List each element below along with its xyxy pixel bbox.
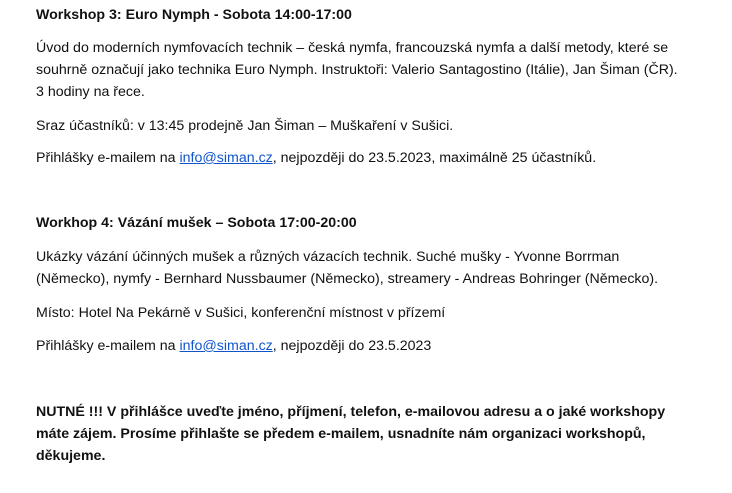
workshop3-description-line: Úvod do moderních nymfovacích technik – česká nymfa, francouzská nymfa a další metody, které se <box>36 40 669 56</box>
workshop4-signup-prefix: Přihlášky e-mailem na <box>36 338 180 354</box>
workshop4-signup-suffix: , nejpozději do 23.5.2023 <box>272 338 432 354</box>
workshop3-signup <box>36 147 596 169</box>
notice-line: máte zájem. Prosíme přihlašte se předem e-mailem, usnadníte nám organizaci workshopů, <box>36 426 646 442</box>
workshop4-email-link[interactable]: info@siman.cz <box>179 338 273 354</box>
workshop4-description-line: (Německo), nymfy - Bernhard Nussbaumer (Německo), streamery - Andreas Bohringer (Německo). <box>36 271 659 287</box>
workshop3-meeting: Sraz účastníků: v 13:45 prodejně Jan Šiman – Muškaření v Sušici. <box>36 118 454 134</box>
workshop4-signup <box>36 335 431 357</box>
workshop3-signup-suffix: , nejpozději do 23.5.2023, maximálně 25 účastníků. <box>272 150 597 166</box>
workshop3-email-link[interactable]: info@siman.cz <box>179 150 273 166</box>
workshop3-title: Workshop 3: Euro Nymph - Sobota 14:00-17:00 <box>36 7 352 23</box>
workshop3-description <box>36 37 678 103</box>
workshop4-description <box>36 246 658 290</box>
workshop3-description-line: souhrně označují jako technika Euro Nymph. Instruktoři: Valerio Santagostino (Itálie), Jan Šiman (ČR). <box>36 62 678 78</box>
important-notice <box>36 401 665 467</box>
notice-line: děkujeme. <box>36 448 106 464</box>
workshop3-description-line: 3 hodiny na řece. <box>36 84 145 100</box>
workshop4-title: Workhop 4: Vázání mušek – Sobota 17:00-20:00 <box>36 215 357 231</box>
workshop4-description-line: Ukázky vázání účinných mušek a různých vázacích technik. Suché mušky - Yvonne Borrman <box>36 249 620 265</box>
notice-line: NUTNÉ !!! V přihlášce uveďte jméno, příjmení, telefon, e-mailovou adresu a o jaké workshopy <box>36 404 666 420</box>
workshop4-venue: Místo: Hotel Na Pekárně v Sušici, konferenční místnost v přízemí <box>36 305 446 321</box>
workshop3-signup-prefix: Přihlášky e-mailem na <box>36 150 180 166</box>
